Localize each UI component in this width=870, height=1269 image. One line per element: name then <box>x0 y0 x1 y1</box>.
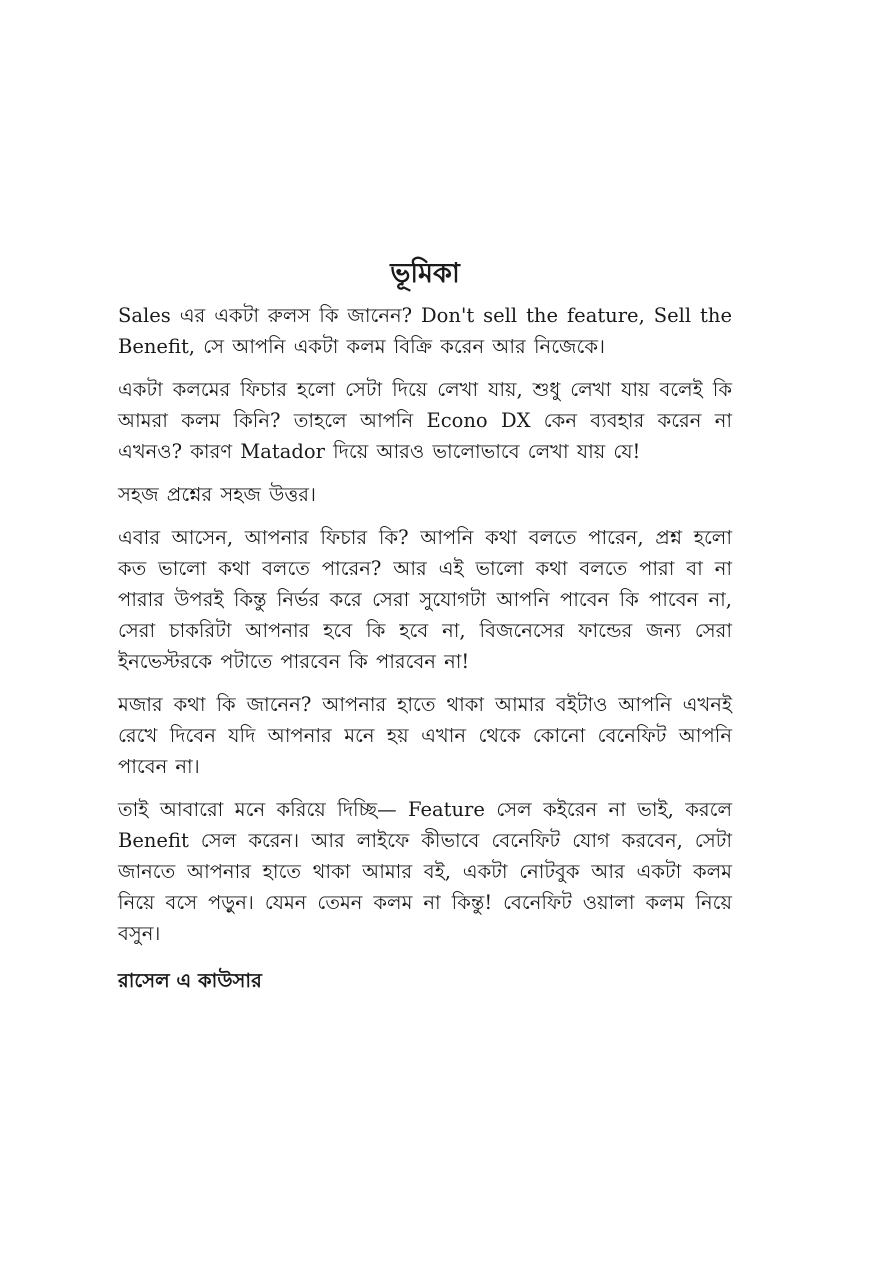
paragraph-4: এবার আসেন, আপনার ফিচার কি? আপনি কথা বলতে পারেন, প্রশ্ন হলো কত ভালো কথা বলতে পারেন? আর এই ভালো কথা বলতে পারা বা না পারার উপরই কিন্তু নির্ভর করে সেরা সুযোগটা আপনি পাবেন কি পাবেন না, সেরা চাকরিটা আপনার হবে কি হবে না, বিজনেসের ফান্ডের জন্য সেরা ইনভেস্টরকে পটাতে পারবেন কি পারবেন না! <box>118 526 732 673</box>
author-signature: রাসেল এ কাউসার <box>118 969 262 992</box>
paragraph-3: সহজ প্রশ্নের সহজ উত্তর। <box>118 483 316 506</box>
paragraph-6: তাই আবারো মনে করিয়ে দিচ্ছি— Feature সেল কইরেন না ভাই, করলে Benefit সেল করেন। আর লাইফে কীভাবে বেনেফিট যোগ করবেন, সেটা জানতে আপনার হাতে থাকা আমার বই, একটা নোটবুক আর একটা কলম নিয়ে বসে পড়ুন। যেমন তেমন কলম না কিন্তু! বেনেফিট ওয়ালা কলম নিয়ে বসুন। <box>118 798 732 945</box>
page-title: ভূমিকা <box>390 258 460 289</box>
paragraph-1: Sales এর একটা রুলস কি জানেন? Don't sell the feature, Sell the Benefit, সে আপনি একটা কলম বিক্রি করেন আর নিজেকে। <box>118 304 732 358</box>
preface-content <box>118 252 732 996</box>
paragraph-5: মজার কথা কি জানেন? আপনার হাতে থাকা আমার বইটাও আপনি এখনই রেখে দিবেন যদি আপনার মনে হয় এখান থেকে কোনো বেনেফিট আপনি পাবেন না। <box>118 693 732 778</box>
paragraph-2: একটা কলমের ফিচার হলো সেটা দিয়ে লেখা যায়, শুধু লেখা যায় বলেই কি আমরা কলম কিনি? তাহলে আপনি Econo DX কেন ব্যবহার করেন না এখনও? কারণ Matador দিয়ে আরও ভালোভাবে লেখা যায় যে! <box>118 378 732 463</box>
